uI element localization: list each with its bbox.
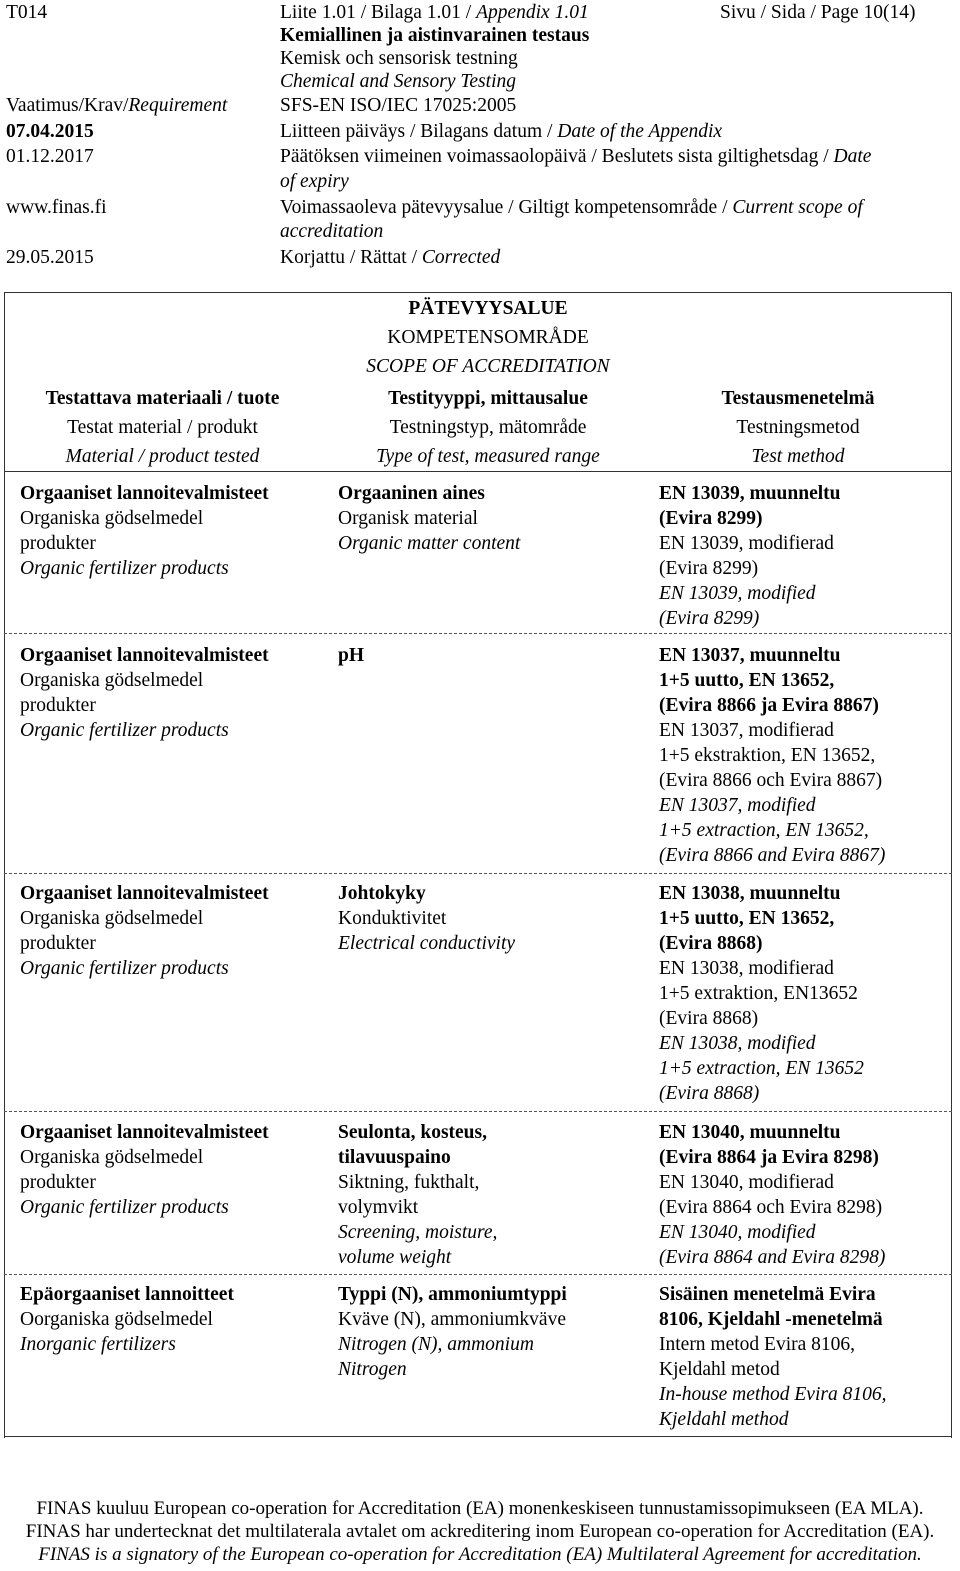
method-fi: (Evira 8866 ja Evira 8867) [659, 695, 879, 716]
method-sv: 1+5 extraktion, EN13652 [659, 983, 858, 1004]
test-fi: tilavuuspaino [338, 1147, 451, 1168]
scope-heading-fi: PÄTEVYYSALUE [408, 298, 568, 319]
test-en: Nitrogen [338, 1359, 407, 1380]
requirement-value: SFS-EN ISO/IEC 17025:2005 [280, 95, 517, 116]
footer-swedish: FINAS har undertecknat det multilaterala avtalet om ackreditering inom European co-operation for Accreditation (EA). [25, 1521, 935, 1542]
material-sv: Organiska gödselmedel [20, 908, 204, 929]
title-finnish: Kemiallinen ja aistinvarainen testaus [280, 25, 590, 46]
method-fi: Sisäinen menetelmä Evira [659, 1284, 876, 1305]
method-fi: EN 13037, muunneltu [659, 645, 841, 666]
row-separator [4, 633, 952, 634]
method-fi: 1+5 uutto, EN 13652, [659, 908, 835, 929]
test-en: Organic matter content [338, 533, 521, 554]
method-en: EN 13040, modified [659, 1222, 816, 1243]
corrected-label: Korjattu / Rättat / Corrected [280, 247, 501, 268]
method-sv: EN 13039, modifierad [659, 533, 834, 554]
row-separator [4, 1274, 952, 1275]
col-header-method-fi: Testausmenetelmä [721, 388, 875, 409]
method-fi: (Evira 8299) [659, 508, 763, 529]
method-en: 1+5 extraction, EN 13652 [659, 1058, 864, 1079]
method-fi: (Evira 8864 ja Evira 8298) [659, 1147, 879, 1168]
test-sv: Siktning, fukthalt, [338, 1172, 480, 1193]
material-sv: Organiska gödselmedel [20, 508, 204, 529]
test-en: volume weight [338, 1247, 452, 1268]
material-sv-cont: produkter [20, 1172, 96, 1193]
document-code: T014 [6, 2, 48, 23]
scope-label-cont: accreditation [280, 221, 384, 242]
table-left-border [4, 292, 5, 1438]
method-en: (Evira 8864 and Evira 8298) [659, 1247, 886, 1268]
material-en: Organic fertilizer products [20, 720, 229, 741]
material-sv-cont: produkter [20, 695, 96, 716]
method-fi: 8106, Kjeldahl -menetelmä [659, 1309, 883, 1330]
method-sv: EN 13037, modifierad [659, 720, 834, 741]
row-separator [4, 873, 952, 874]
method-fi: EN 13038, muunneltu [659, 883, 841, 904]
method-sv: EN 13040, modifierad [659, 1172, 834, 1193]
method-en: In-house method Evira 8106, [659, 1384, 887, 1405]
appendix-label: Liite 1.01 / Bilaga 1.01 / Appendix 1.01 [280, 2, 589, 23]
method-en: EN 13039, modified [659, 583, 816, 604]
method-en: Kjeldahl method [659, 1409, 789, 1430]
method-sv: Kjeldahl metod [659, 1359, 780, 1380]
page-number: Sivu / Sida / Page 10(14) [720, 2, 916, 23]
row-separator [4, 1111, 952, 1112]
col-header-method-sv: Testningsmetod [736, 417, 860, 438]
expiry-label-cont: of expiry [280, 171, 349, 192]
test-fi: Typpi (N), ammoniumtyppi [338, 1284, 567, 1305]
appendix-date-label: Liitteen päiväys / Bilagans datum / Date of the Appendix [280, 121, 723, 142]
method-en: (Evira 8868) [659, 1083, 760, 1104]
table-top-border [4, 292, 952, 293]
method-en: (Evira 8299) [659, 608, 760, 629]
scope-heading-sv: KOMPETENSOMRÅDE [387, 327, 589, 348]
col-header-test-en: Type of test, measured range [376, 446, 600, 467]
material-en: Inorganic fertilizers [20, 1334, 176, 1355]
method-sv: (Evira 8864 och Evira 8298) [659, 1197, 883, 1218]
scope-label: Voimassaoleva pätevyysalue / Giltigt kompetensområde / Current scope of [280, 197, 863, 218]
scope-heading-en: SCOPE OF ACCREDITATION [366, 356, 610, 377]
method-sv: (Evira 8299) [659, 558, 759, 579]
table-right-border [951, 292, 952, 1438]
test-en: Nitrogen (N), ammonium [338, 1334, 534, 1355]
test-en: Screening, moisture, [338, 1222, 498, 1243]
test-fi: Orgaaninen aines [338, 483, 485, 504]
test-sv: volymvikt [338, 1197, 419, 1218]
method-sv: (Evira 8868) [659, 1008, 759, 1029]
material-fi: Orgaaniset lannoitevalmisteet [20, 483, 269, 504]
col-header-material-en: Material / product tested [65, 446, 260, 467]
method-en: EN 13038, modified [659, 1033, 816, 1054]
method-sv: EN 13038, modifierad [659, 958, 834, 979]
requirement-label: Vaatimus/Krav/Requirement [6, 95, 228, 116]
test-sv: Kväve (N), ammoniumkväve [338, 1309, 566, 1330]
title-english: Chemical and Sensory Testing [280, 71, 516, 92]
material-sv: Organiska gödselmedel [20, 670, 204, 691]
method-sv: Intern metod Evira 8106, [659, 1334, 856, 1355]
footer-finnish: FINAS kuuluu European co-operation for Accreditation (EA) monenkeskiseen tunnustamissopimukseen (EA MLA). [36, 1498, 924, 1519]
col-header-material-fi: Testattava materiaali / tuote [45, 388, 280, 409]
material-fi: Orgaaniset lannoitevalmisteet [20, 883, 269, 904]
material-fi: Orgaaniset lannoitevalmisteet [20, 1122, 269, 1143]
table-bottom-border [4, 1436, 952, 1437]
material-en: Organic fertilizer products [20, 558, 229, 579]
title-swedish: Kemisk och sensorisk testning [280, 48, 518, 69]
method-en: (Evira 8866 and Evira 8867) [659, 845, 886, 866]
material-en: Organic fertilizer products [20, 1197, 229, 1218]
method-fi: EN 13039, muunneltu [659, 483, 841, 504]
material-sv-cont: produkter [20, 933, 96, 954]
expiry-date: 01.12.2017 [6, 146, 94, 167]
method-en: EN 13037, modified [659, 795, 816, 816]
col-header-material-sv: Testat material / produkt [67, 417, 258, 438]
test-en: Electrical conductivity [338, 933, 516, 954]
test-fi: pH [338, 645, 365, 666]
corrected-date: 29.05.2015 [6, 247, 94, 268]
col-header-test-fi: Testityyppi, mittausalue [388, 388, 588, 409]
method-sv: (Evira 8866 och Evira 8867) [659, 770, 883, 791]
test-fi: Seulonta, kosteus, [338, 1122, 487, 1143]
material-fi: Orgaaniset lannoitevalmisteet [20, 645, 269, 666]
footer-english: FINAS is a signatory of the European co-operation for Accreditation (EA) Multilateral Agreement for accreditation. [38, 1544, 922, 1565]
material-fi: Epäorgaaniset lannoitteet [20, 1284, 234, 1305]
method-en: 1+5 extraction, EN 13652, [659, 820, 869, 841]
expiry-label: Päätöksen viimeinen voimassaolopäivä / Beslutets sista giltighetsdag / Date [280, 146, 872, 167]
header-separator [4, 471, 952, 472]
col-header-method-en: Test method [751, 446, 845, 467]
method-sv: 1+5 ekstraktion, EN 13652, [659, 745, 876, 766]
material-en: Organic fertilizer products [20, 958, 229, 979]
appendix-date: 07.04.2015 [6, 121, 94, 142]
col-header-test-sv: Testningstyp, mätområde [389, 417, 587, 438]
test-sv: Konduktivitet [338, 908, 447, 929]
material-sv: Organiska gödselmedel [20, 1147, 204, 1168]
method-fi: EN 13040, muunneltu [659, 1122, 841, 1143]
website-link[interactable]: www.finas.fi [6, 197, 107, 218]
method-fi: (Evira 8868) [659, 933, 763, 954]
test-fi: Johtokyky [338, 883, 426, 904]
material-sv: Oorganiska gödselmedel [20, 1309, 213, 1330]
material-sv-cont: produkter [20, 533, 96, 554]
method-fi: 1+5 uutto, EN 13652, [659, 670, 835, 691]
test-sv: Organisk material [338, 508, 478, 529]
